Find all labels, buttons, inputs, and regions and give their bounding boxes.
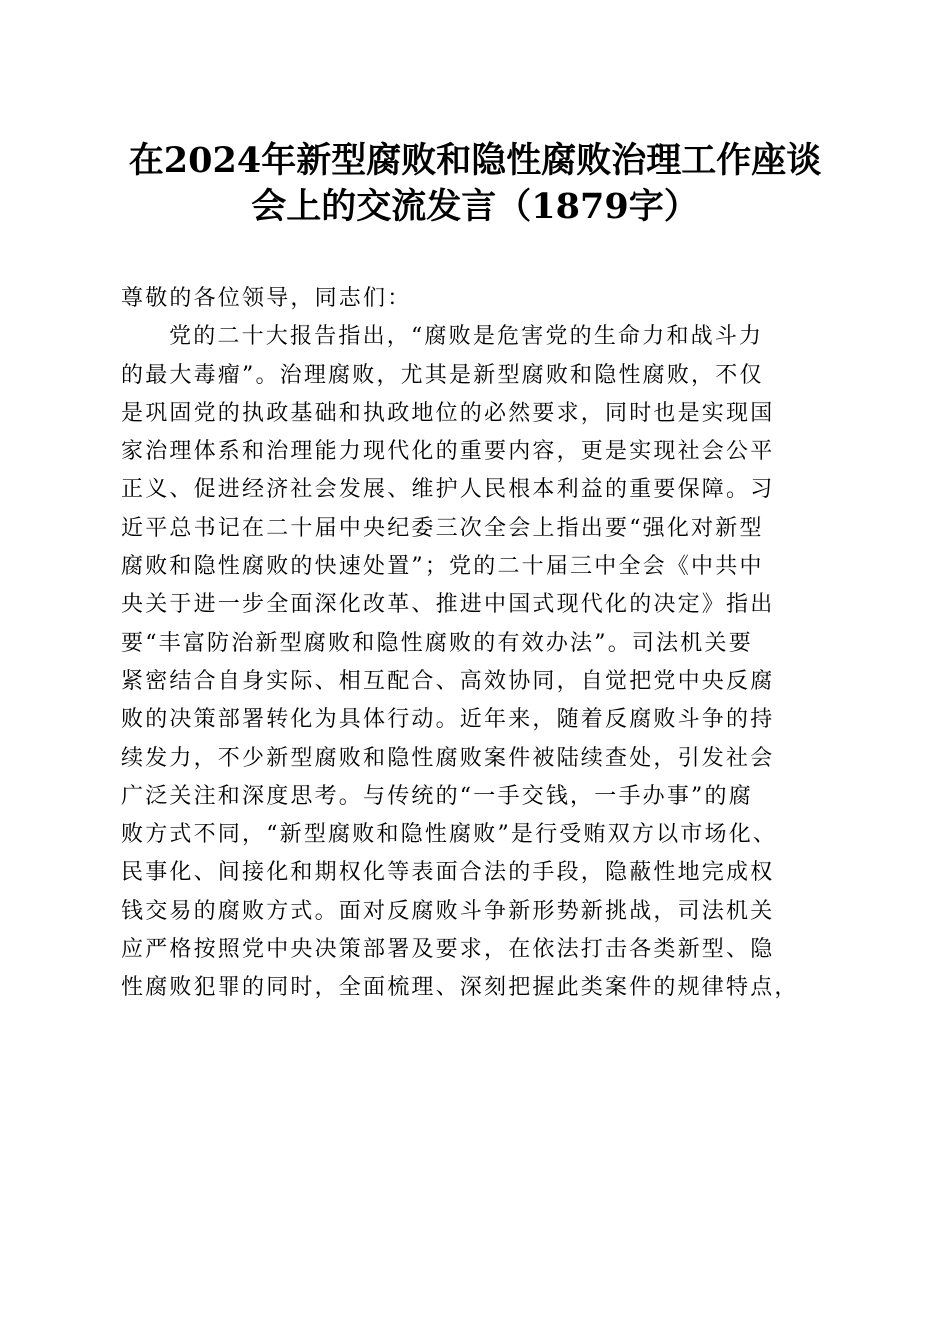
paragraph-line: 党的二十大报告指出，“腐败是危害党的生命力和战斗力 xyxy=(169,324,764,350)
paragraph-line: 性腐败犯罪的同时，全面梳理、深刻把握此类案件的规律特点， xyxy=(121,975,799,1001)
paragraph-line: 民事化、间接化和期权化等表面合法的手段，隐蔽性地完成权 xyxy=(121,860,775,886)
paragraph-line: 广泛关注和深度思考。与传统的“一手交钱，一手办事”的腐 xyxy=(121,783,753,809)
paragraph-line: 的最大毒瘤”。治理腐败，尤其是新型腐败和隐性腐败，不仅 xyxy=(121,362,764,388)
paragraph-line: 败的决策部署转化为具体行动。近年来，随着反腐败斗争的持 xyxy=(121,707,775,733)
paragraph-line: 续发力，不少新型腐败和隐性腐败案件被陆续查处，引发社会 xyxy=(121,745,775,771)
paragraph-line: 紧密结合自身实际、相互配合、高效协同，自觉把党中央反腐 xyxy=(121,668,775,694)
paragraph-line: 钱交易的腐败方式。面对反腐败斗争新形势新挑战，司法机关 xyxy=(121,898,775,924)
title-line: 会上的交流发言（1879字） xyxy=(251,186,699,227)
document-title xyxy=(0,138,950,230)
salutation: 尊敬的各位领导，同志们： xyxy=(121,286,412,311)
paragraph-line: 家治理体系和治理能力现代化的重要内容，更是实现社会公平 xyxy=(121,439,775,465)
paragraph-line: 近平总书记在二十届中央纪委三次全会上指出要“强化对新型 xyxy=(121,515,764,541)
title-line: 在2024年新型腐败和隐性腐败治理工作座谈 xyxy=(128,140,822,181)
paragraph-line: 败方式不同，“新型腐败和隐性腐败”是行受贿双方以市场化、 xyxy=(121,822,778,848)
paragraph-line: 央关于进一步全面深化改革、推进中国式现代化的决定》指出 xyxy=(121,592,775,618)
document-body xyxy=(121,280,841,1008)
paragraph-line: 正义、促进经济社会发展、维护人民根本利益的重要保障。习 xyxy=(121,477,775,503)
paragraph-line: 要“丰富防治新型腐败和隐性腐败的有效办法”。司法机关要 xyxy=(121,630,753,656)
paragraph-line: 是巩固党的执政基础和执政地位的必然要求，同时也是实现国 xyxy=(121,400,775,426)
paragraph-line: 应严格按照党中央决策部署及要求，在依法打击各类新型、隐 xyxy=(121,937,775,963)
paragraph-line: 腐败和隐性腐败的快速处置”；党的二十届三中全会《中共中 xyxy=(121,554,764,580)
